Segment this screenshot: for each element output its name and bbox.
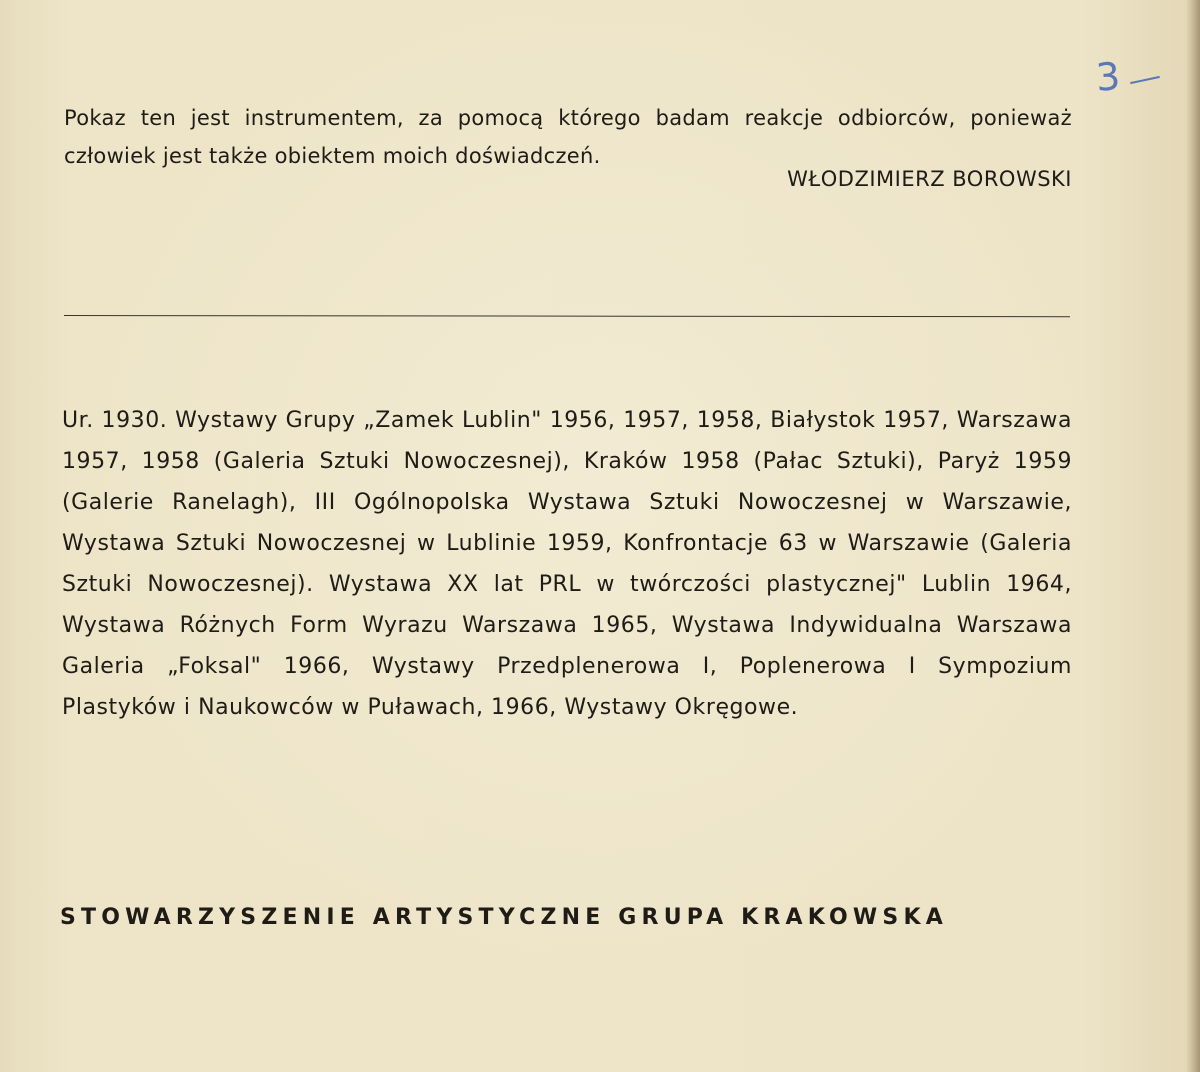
paper-edge-shadow — [1186, 0, 1200, 1072]
organization-name: STOWARZYSZENIE ARTYSTYCZNE GRUPA KRAKOWSKA — [60, 905, 948, 930]
section-divider — [64, 315, 1070, 317]
page-number-dash-mark — [1130, 75, 1160, 83]
page-number-value: 3 — [1094, 54, 1122, 100]
artist-quote: Pokaz ten jest instrumentem, za pomocą którego badam reakcje odbiorców, ponieważ człowiek jest także obiektem moich doświadczeń. — [64, 106, 1072, 168]
handwritten-page-number — [1096, 52, 1186, 102]
artist-biography: Ur. 1930. Wystawy Grupy „Zamek Lublin" 1956, 1957, 1958, Białystok 1957, Warszawa 1957, 1958 (Galeria Sztuki Nowoczesnej), Kraków 1958 (Pałac Sztuki), Paryż 1959 (Galerie Ranelagh), III Ogólnopolska Wystawa Sztuki Nowoczesnej w Warszawie, Wystawa Sztuki Nowoczesnej w Lublinie 1959, Konfrontacje 63 w Warszawie (Galeria Sztuki Nowoczesnej). Wystawa XX lat PRL w twórczości plastycznej" Lublin 1964, Wystawa Różnych Form Wyrazu Warszawa 1965, Wystawa Indywidualna Warszawa Galeria „Foksal" 1966, Wystawy Przedplenerowa I, Poplenerowa I Sympozium Plastyków i Naukowców w Puławach, 1966, Wystawy Okręgowe. — [62, 408, 1072, 720]
quote-author: WŁODZIMIERZ BOROWSKI — [787, 167, 1072, 191]
